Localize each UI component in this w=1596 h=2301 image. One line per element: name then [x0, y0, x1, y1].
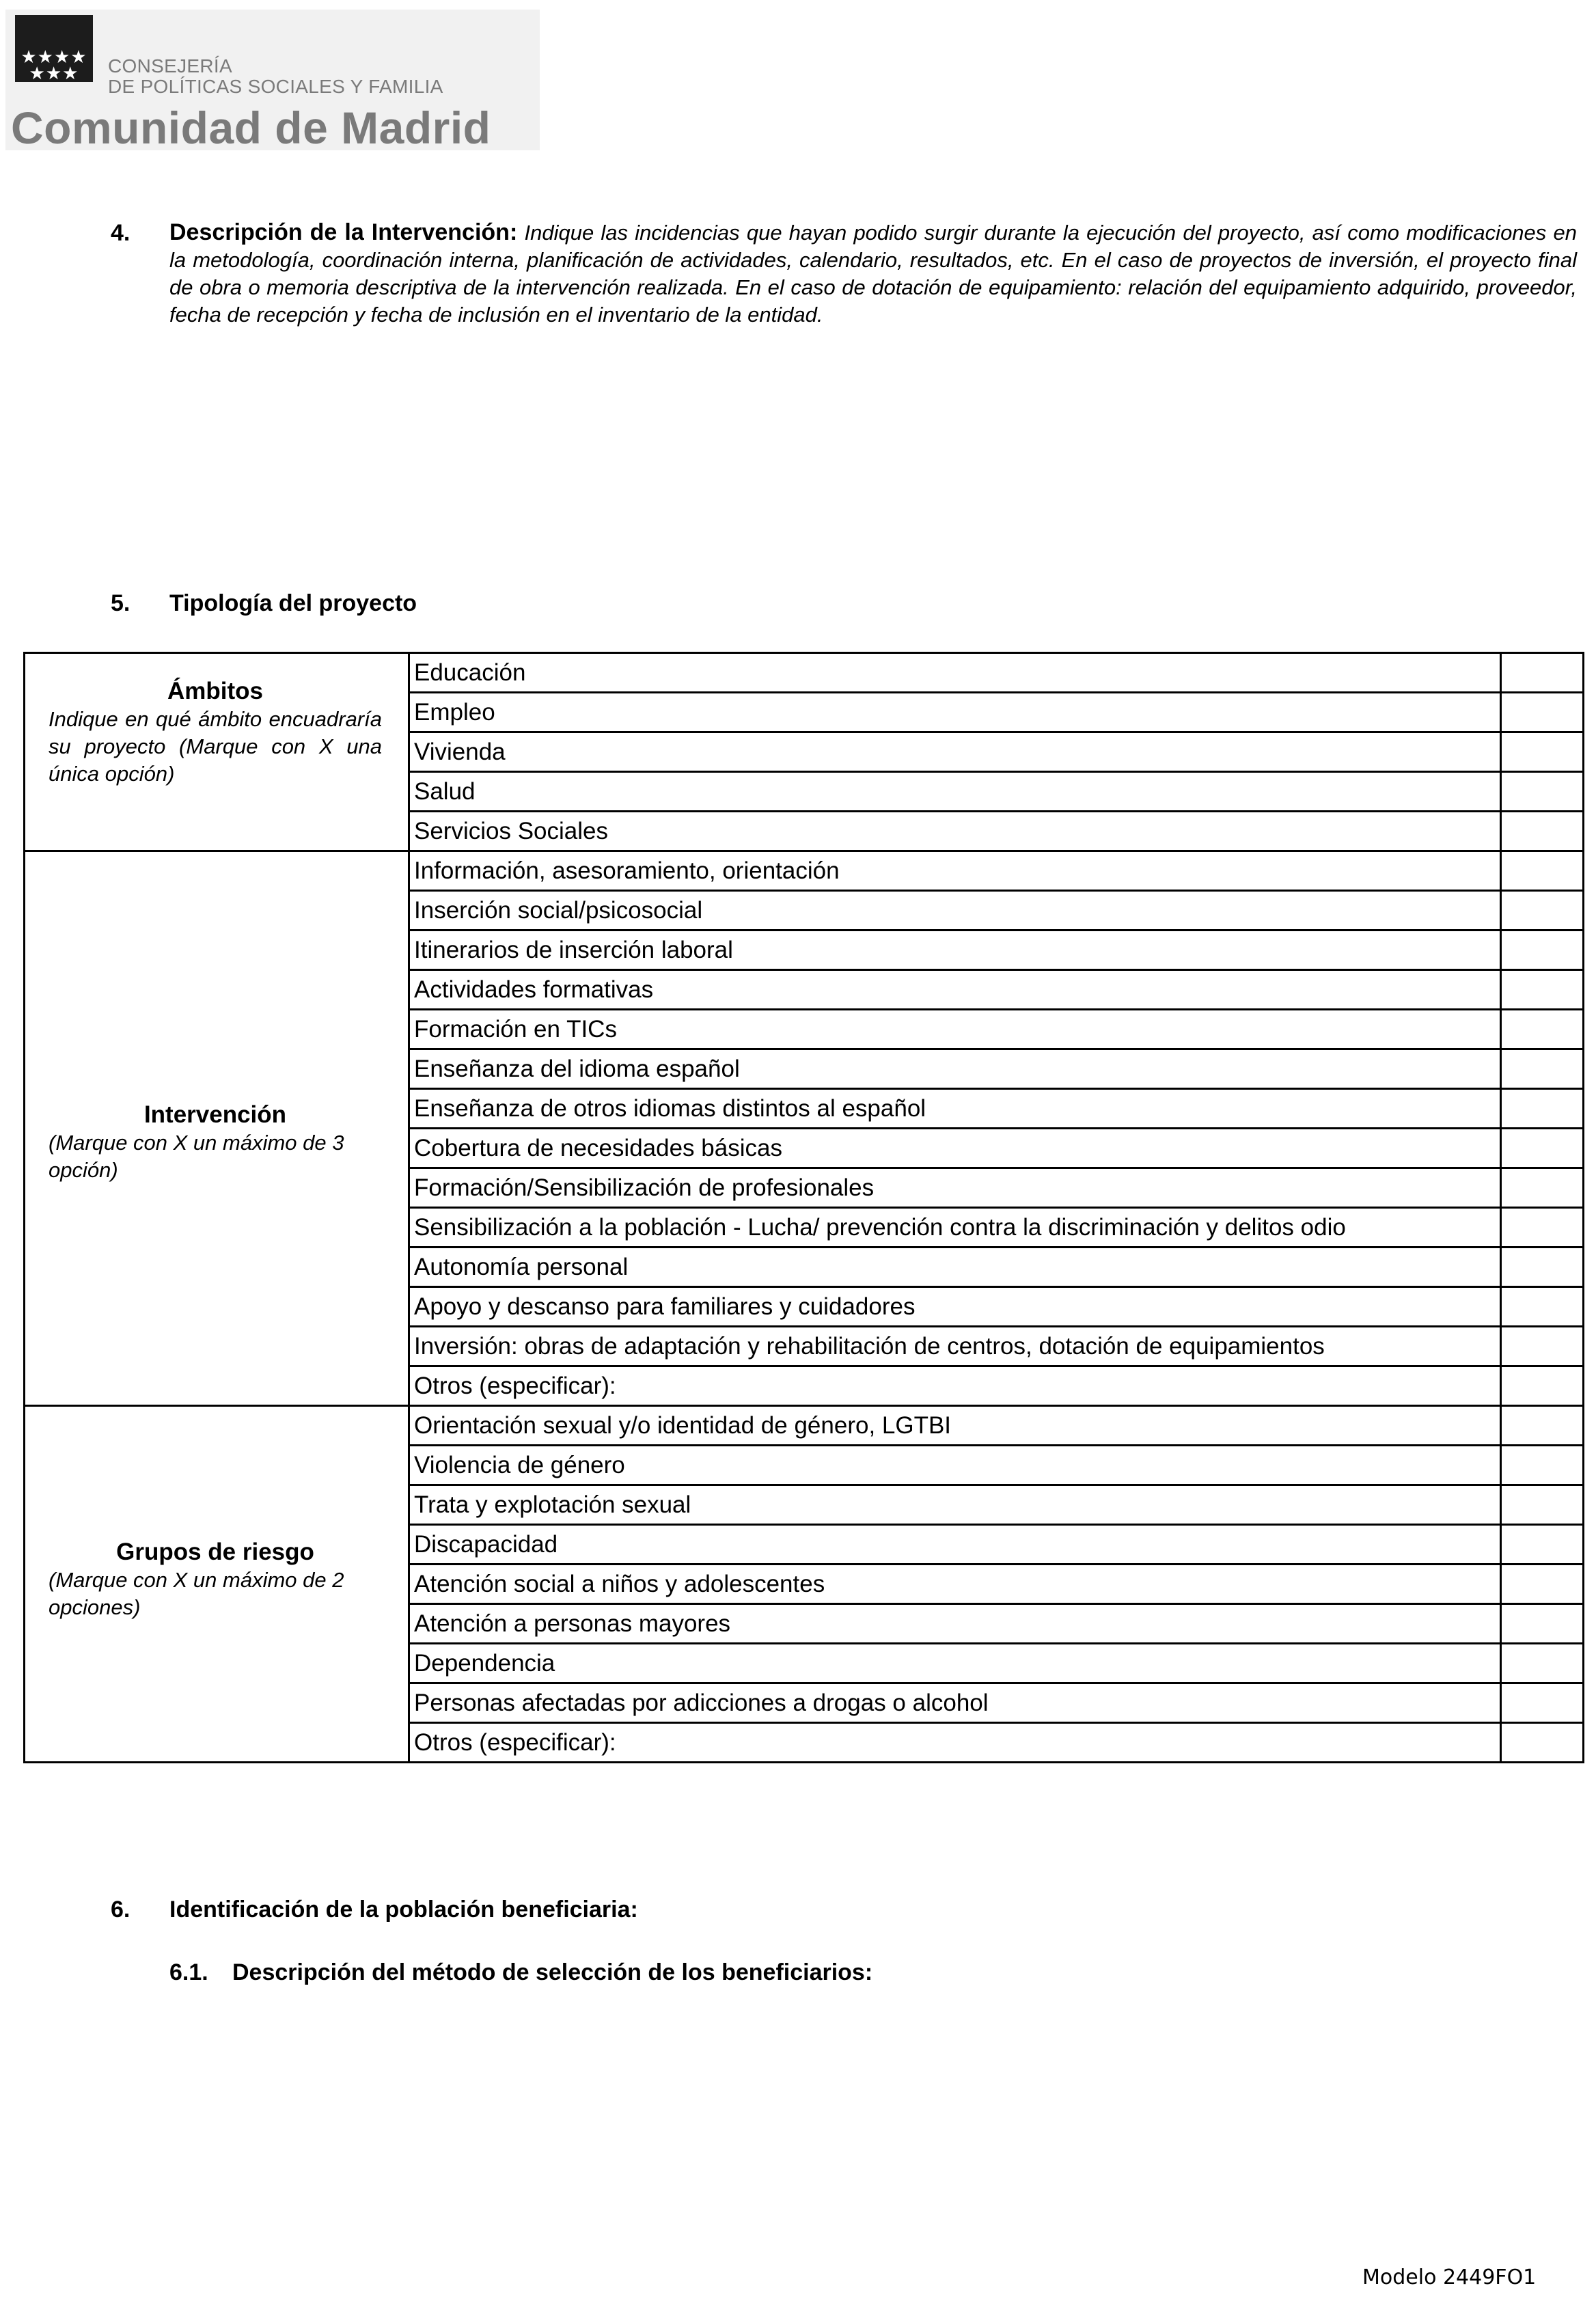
- grupos-riesgo-option-checkbox[interactable]: [1501, 1565, 1584, 1604]
- department-line-2: DE POLÍTICAS SOCIALES Y FAMILIA: [108, 76, 443, 97]
- intervencion-option-label: Información, asesoramiento, orientación: [409, 851, 1501, 891]
- ambitos-option-label: Servicios Sociales: [409, 812, 1501, 851]
- intervencion-option-checkbox[interactable]: [1501, 1366, 1584, 1406]
- section4-label: Descripción de la Intervención:: [169, 219, 518, 245]
- table-row: [25, 1406, 1584, 1446]
- ambitos-category-cell: [25, 653, 409, 851]
- grupos-riesgo-option-checkbox[interactable]: [1501, 1604, 1584, 1644]
- section6-title: Identificación de la población beneficiaria:: [169, 1897, 638, 1923]
- ambitos-option-checkbox[interactable]: [1501, 693, 1584, 732]
- intervencion-option-label: Itinerarios de inserción laboral: [409, 931, 1501, 970]
- grupos-riesgo-option-label: Dependencia: [409, 1644, 1501, 1683]
- section6-number: 6.: [111, 1897, 130, 1923]
- grupos-riesgo-option-checkbox[interactable]: [1501, 1644, 1584, 1683]
- brand-name: Comunidad de Madrid: [11, 102, 491, 153]
- section4-number: 4.: [111, 220, 130, 246]
- grupos-riesgo-option-label: Violencia de género: [409, 1446, 1501, 1485]
- intervencion-instructions: (Marque con X un máximo de 3 opción): [49, 1131, 344, 1182]
- grupos-riesgo-option-checkbox[interactable]: [1501, 1723, 1584, 1763]
- intervencion-option-checkbox[interactable]: [1501, 1168, 1584, 1208]
- intervencion-option-checkbox[interactable]: [1501, 1129, 1584, 1168]
- intervencion-option-label: Enseñanza de otros idiomas distintos al español: [409, 1089, 1501, 1129]
- intervencion-option-checkbox[interactable]: [1501, 1208, 1584, 1248]
- intervencion-option-label: Enseñanza del idioma español: [409, 1049, 1501, 1089]
- intervencion-category-cell: [25, 851, 409, 1406]
- intervencion-option-label: Inversión: obras de adaptación y rehabilitación de centros, dotación de equipamientos: [409, 1327, 1501, 1366]
- grupos-riesgo-category-cell: [25, 1406, 409, 1763]
- intervencion-option-label: Inserción social/psicosocial: [409, 891, 1501, 931]
- section5-number: 5.: [111, 590, 130, 616]
- ambitos-option-checkbox[interactable]: [1501, 732, 1584, 772]
- section6-1-number: 6.1.: [169, 1959, 208, 1985]
- madrid-flag-emblem: [15, 15, 93, 82]
- grupos-riesgo-option-label: Atención a personas mayores: [409, 1604, 1501, 1644]
- intervencion-option-checkbox[interactable]: [1501, 970, 1584, 1010]
- intervencion-option-checkbox[interactable]: [1501, 1327, 1584, 1366]
- emblem-stars-top: ★★★★: [20, 46, 87, 67]
- intervencion-option-checkbox[interactable]: [1501, 851, 1584, 891]
- model-code: Modelo 2449FO1: [1362, 2265, 1537, 2289]
- intervencion-option-label: Actividades formativas: [409, 970, 1501, 1010]
- section4-paragraph: [169, 219, 1577, 329]
- institution-logo: [5, 10, 540, 153]
- intervencion-title: Intervención: [143, 1101, 287, 1128]
- intervencion-option-label: Cobertura de necesidades básicas: [409, 1129, 1501, 1168]
- emblem-stars-bottom: ★★★: [29, 63, 79, 83]
- grupos-riesgo-option-label: Otros (especificar):: [409, 1723, 1501, 1763]
- grupos-riesgo-instructions: (Marque con X un máximo de 2 opciones): [49, 1568, 344, 1619]
- intervencion-option-label: Formación en TICs: [409, 1010, 1501, 1049]
- intervencion-option-checkbox[interactable]: [1501, 1248, 1584, 1287]
- grupos-riesgo-option-checkbox[interactable]: [1501, 1446, 1584, 1485]
- section5-title: Tipología del proyecto: [169, 590, 417, 616]
- intervencion-option-checkbox[interactable]: [1501, 1089, 1584, 1129]
- intervencion-option-checkbox[interactable]: [1501, 1049, 1584, 1089]
- ambitos-option-checkbox[interactable]: [1501, 653, 1584, 693]
- grupos-riesgo-option-checkbox[interactable]: [1501, 1525, 1584, 1565]
- grupos-riesgo-option-checkbox[interactable]: [1501, 1683, 1584, 1723]
- grupos-riesgo-option-label: Atención social a niños y adolescentes: [409, 1565, 1501, 1604]
- grupos-riesgo-option-label: Orientación sexual y/o identidad de género, LGTBI: [409, 1406, 1501, 1446]
- grupos-riesgo-option-label: Discapacidad: [409, 1525, 1501, 1565]
- department-line-1: CONSEJERÍA: [108, 55, 232, 77]
- intervencion-option-checkbox[interactable]: [1501, 1287, 1584, 1327]
- intervencion-option-label: Formación/Sensibilización de profesionales: [409, 1168, 1501, 1208]
- intervencion-option-label: Autonomía personal: [409, 1248, 1501, 1287]
- ambitos-option-checkbox[interactable]: [1501, 812, 1584, 851]
- intervencion-option-checkbox[interactable]: [1501, 1010, 1584, 1049]
- grupos-riesgo-option-label: Trata y explotación sexual: [409, 1485, 1501, 1525]
- grupos-riesgo-option-checkbox[interactable]: [1501, 1406, 1584, 1446]
- ambitos-option-label: Educación: [409, 653, 1501, 693]
- typology-table: [23, 652, 1584, 1763]
- table-row: [25, 851, 1584, 891]
- grupos-riesgo-option-checkbox[interactable]: [1501, 1485, 1584, 1525]
- ambitos-title: Ámbitos: [167, 678, 263, 704]
- ambitos-instructions: Indique en qué ámbito encuadraría su proyecto (Marque con X una única opción): [49, 707, 382, 786]
- ambitos-option-label: Vivienda: [409, 732, 1501, 772]
- ambitos-option-checkbox[interactable]: [1501, 772, 1584, 812]
- grupos-riesgo-option-label: Personas afectadas por adicciones a drogas o alcohol: [409, 1683, 1501, 1723]
- grupos-riesgo-title: Grupos de riesgo: [116, 1539, 314, 1565]
- ambitos-option-label: Salud: [409, 772, 1501, 812]
- intervencion-option-label: Apoyo y descanso para familiares y cuidadores: [409, 1287, 1501, 1327]
- intervencion-option-checkbox[interactable]: [1501, 931, 1584, 970]
- intervencion-option-label: Sensibilización a la población - Lucha/ prevención contra la discriminación y delitos odio: [409, 1208, 1501, 1248]
- section4-description: Indique las incidencias que hayan podido surgir durante la ejecución del proyecto, así como modificaciones en la metodología, coordinación interna, planificación de actividades, calendario, resultados, etc. En el caso de proyectos de inversión, el proyecto final de obra o memoria descriptiva de la intervención realizada. En el caso de dotación de equipamiento: relación del equipamiento adquirido, proveedor, fecha de recepción y fecha de inclusión en el inventario de la entidad.: [169, 221, 1577, 327]
- intervencion-option-label: Otros (especificar):: [409, 1366, 1501, 1406]
- ambitos-option-label: Empleo: [409, 693, 1501, 732]
- intervencion-option-checkbox[interactable]: [1501, 891, 1584, 931]
- section6-1-title: Descripción del método de selección de los beneficiarios:: [232, 1959, 873, 1985]
- table-row: [25, 653, 1584, 693]
